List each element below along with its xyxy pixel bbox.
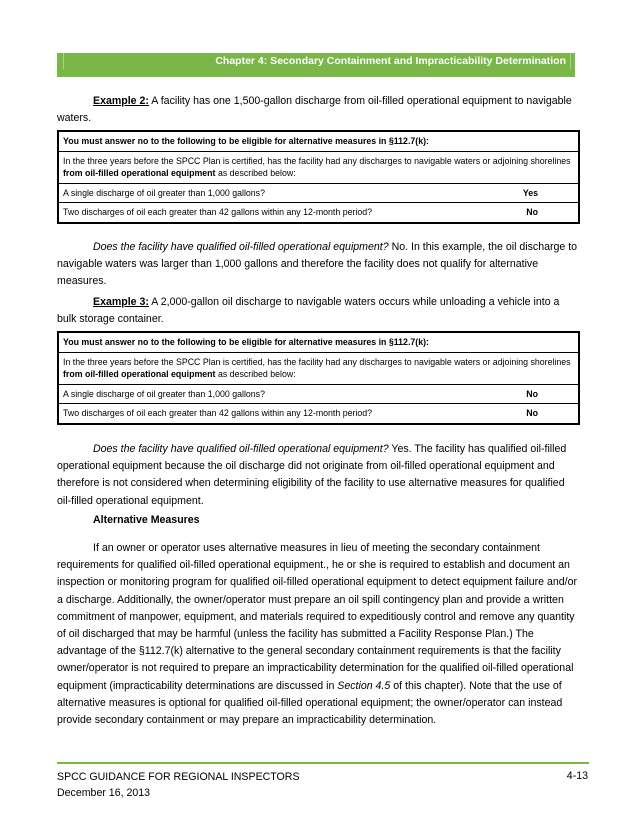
eligibility-box-2 bbox=[57, 331, 580, 425]
header-rule bbox=[57, 75, 575, 77]
box-2-answer-1: No bbox=[526, 388, 538, 399]
box-2-question-2 bbox=[59, 403, 578, 423]
alternative-measures-paragraph bbox=[57, 540, 578, 729]
answer-3-question: Does the facility have qualified oil-filled operational equipment? bbox=[93, 443, 389, 455]
box-2-intro-bold: from oil-filled operational equipment bbox=[63, 369, 216, 379]
box-1-question-2-text: Two discharges of oil each greater than 42 gallons within any 12-month period? bbox=[63, 207, 373, 217]
box-1-intro bbox=[59, 151, 578, 183]
answer-2-paragraph bbox=[57, 239, 578, 291]
chapter-title: Chapter 4: Secondary Containment and Impracticability Determination bbox=[215, 55, 566, 67]
box-2-question-1 bbox=[59, 384, 578, 404]
footer-doc-title: SPCC GUIDANCE FOR REGIONAL INSPECTORS bbox=[57, 771, 300, 783]
box-1-intro-bold: from oil-filled operational equipment bbox=[63, 168, 216, 178]
answer-2-question: Does the facility have qualified oil-filled operational equipment? bbox=[93, 241, 389, 253]
example-3-label: Example 3: bbox=[93, 296, 149, 308]
example-2-label: Example 2: bbox=[93, 95, 149, 107]
box-2-question-1-text: A single discharge of oil greater than 1,000 gallons? bbox=[63, 388, 265, 399]
footer-page-number: 4-13 bbox=[566, 770, 588, 782]
box-1-question-1 bbox=[59, 183, 578, 203]
footer-rule bbox=[57, 762, 589, 764]
box-2-heading: You must answer no to the following to be eligible for alternative measures in §112.7(k): bbox=[63, 337, 429, 347]
box-1-answer-1: Yes bbox=[522, 187, 538, 198]
alternative-measures-heading: Alternative Measures bbox=[93, 514, 200, 526]
box-1-heading: You must answer no to the following to be eligible for alternative measures in §112.7(k): bbox=[63, 136, 429, 146]
box-1-answer-2: No bbox=[526, 207, 538, 217]
answer-3-paragraph bbox=[57, 441, 578, 510]
box-1-question-1-text: A single discharge of oil greater than 1,000 gallons? bbox=[63, 187, 265, 198]
alt-text-post: of this chapter). Note that the use of alternative measures is optional for qualified oil-filled operational equipment; the owner/operator can instead provide secondary containment or may prepare an impracticability determination. bbox=[57, 679, 563, 727]
box-1-intro-post: as described below: bbox=[215, 168, 296, 178]
alt-text-section-ref: Section 4.5 bbox=[337, 679, 391, 692]
box-1-question-2 bbox=[59, 202, 578, 222]
example-2-paragraph bbox=[57, 93, 578, 127]
alt-text-pre: If an owner or operator uses alternative measures in lieu of meeting the secondary containment requirements for qualified oil-filled operational equipment., he or she is required to establish and document an inspection or monitoring program for qualified oil-filled operational equipment to detect equipment failure and/or a discharge. Additionally, the owner/operator must prepare an oil spill contingency plan and provide a written commitment of manpower, equipment, and materials required to expeditiously control and remove any quantity of oil discharged that may be harmful (unless the facility has submitted a Facility Response Plan.) The advantage of the §112.7(k) alternative to the general secondary containment requirements is that the facility owner/operator is not required to prepare an impracticability determination for the qualified oil-filled operational equipment (impracticability determinations are discussed in bbox=[57, 542, 577, 692]
example-3-text: A 2,000-gallon oil discharge to navigable waters occurs while unloading a vehicle into a bulk storage container. bbox=[57, 296, 560, 326]
example-2-text: A facility has one 1,500-gallon discharge from oil-filled operational equipment to navigable waters. bbox=[57, 95, 572, 125]
box-2-intro-pre: In the three years before the SPCC Plan is certified, has the facility had any discharges to navigable waters or adjoining shorelines bbox=[63, 356, 571, 367]
eligibility-box-1 bbox=[57, 130, 580, 224]
answer-3-text: Yes. The facility has qualified oil-filled operational equipment because the oil discharge did not originate from oil-filled operational equipment and therefore is not considered when determining eligibility of the facility to use alternative measures for qualified oil-filled operational equipment. bbox=[57, 443, 567, 507]
box-2-answer-2: No bbox=[526, 408, 538, 418]
box-2-intro-post: as described below: bbox=[215, 369, 296, 379]
answer-2-text: No. In this example, the oil discharge to navigable waters was larger than 1,000 gallons and therefore the facility does not qualify for alternative measures. bbox=[57, 241, 578, 288]
box-2-intro bbox=[59, 352, 578, 384]
example-3-paragraph bbox=[57, 294, 578, 328]
box-1-intro-pre: In the three years before the SPCC Plan is certified, has the facility had any discharges to navigable waters or adjoining shorelines bbox=[63, 155, 571, 166]
box-2-question-2-text: Two discharges of oil each greater than 42 gallons within any 12-month period? bbox=[63, 408, 373, 418]
footer-date: December 16, 2013 bbox=[57, 787, 151, 799]
